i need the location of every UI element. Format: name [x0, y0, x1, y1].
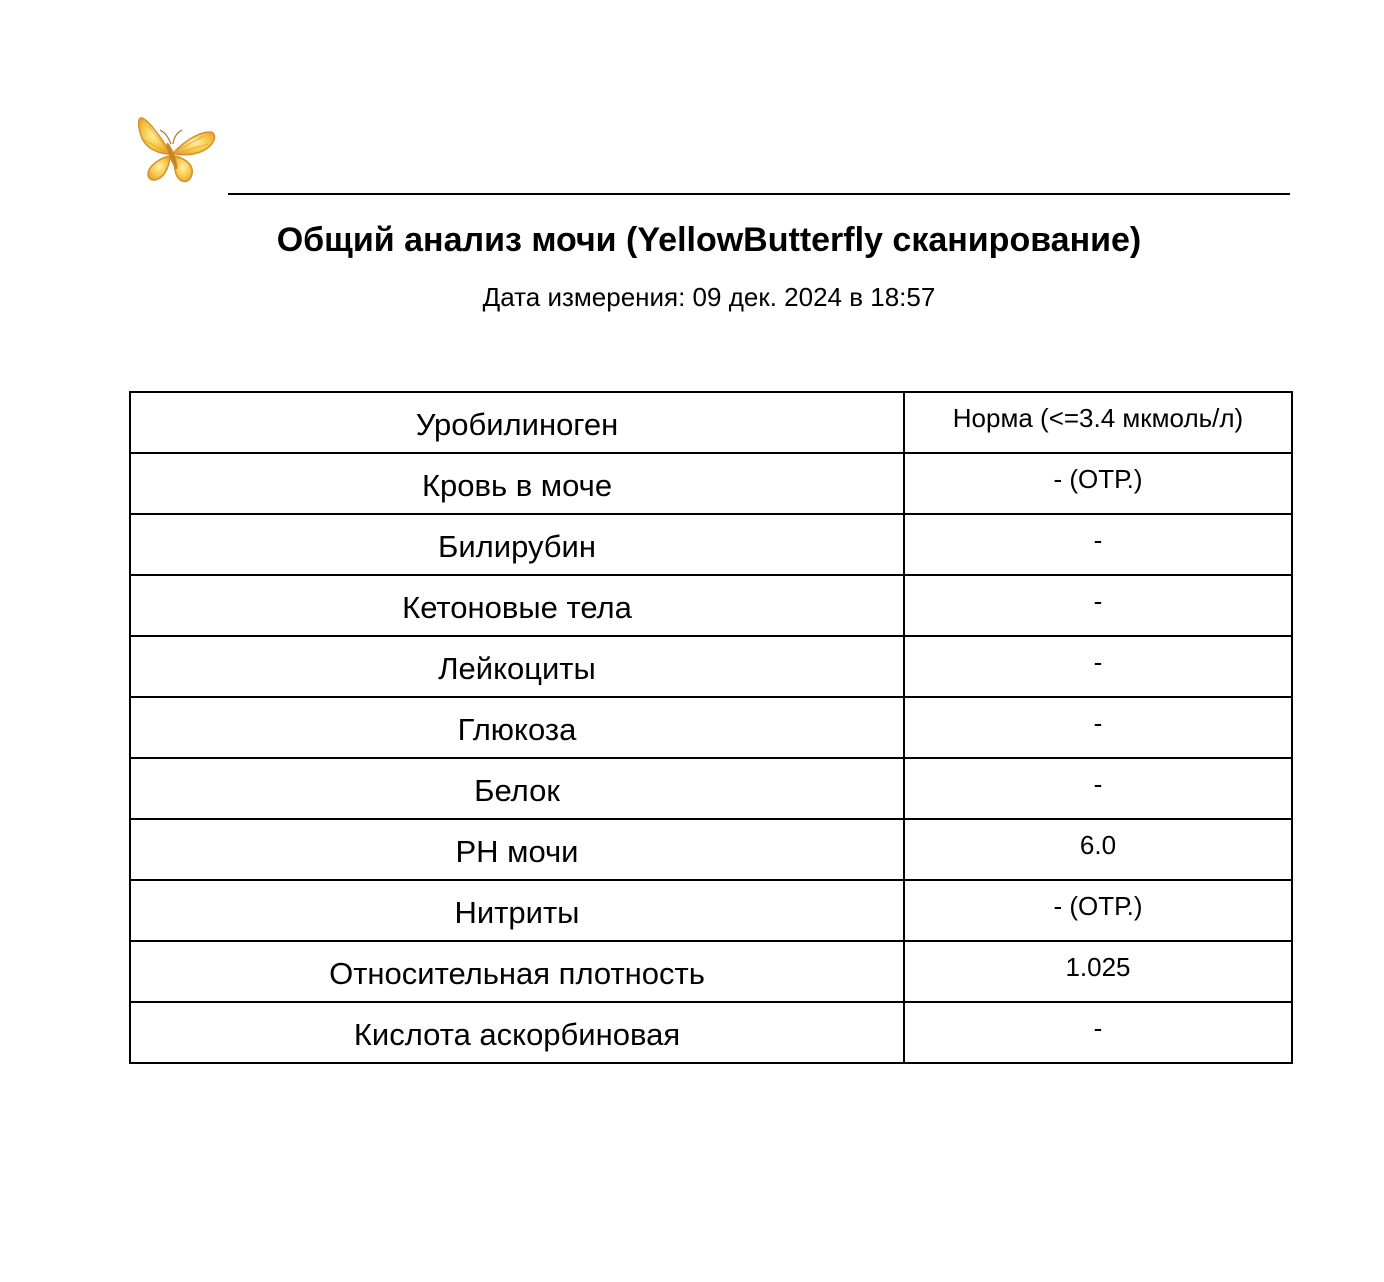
value-cell: 6.0	[904, 819, 1292, 880]
table-row	[130, 575, 1292, 636]
table-row	[130, 453, 1292, 514]
value-cell: -	[904, 514, 1292, 575]
header-divider	[228, 193, 1290, 195]
table-row	[130, 697, 1292, 758]
yellow-butterfly-icon	[134, 112, 218, 190]
parameter-cell: Кетоновые тела	[130, 575, 904, 636]
parameter-cell: Лейкоциты	[130, 636, 904, 697]
value-cell: -	[904, 575, 1292, 636]
value-cell: -	[904, 1002, 1292, 1063]
parameter-cell: Уробилиноген	[130, 392, 904, 453]
parameter-cell: Глюкоза	[130, 697, 904, 758]
value-cell: -	[904, 697, 1292, 758]
value-cell: -	[904, 636, 1292, 697]
value-cell: - (ОТР.)	[904, 880, 1292, 941]
measurement-date: Дата измерения: 09 дек. 2024 в 18:57	[482, 282, 936, 312]
value-cell: Норма (<=3.4 мкмоль/л)	[904, 392, 1292, 453]
table-row	[130, 880, 1292, 941]
table-row	[130, 514, 1292, 575]
results-table	[129, 391, 1293, 1064]
table-row	[130, 392, 1292, 453]
table-row	[130, 941, 1292, 1002]
parameter-cell: Билирубин	[130, 514, 904, 575]
table-row	[130, 819, 1292, 880]
table-row	[130, 1002, 1292, 1063]
parameter-cell: PH мочи	[130, 819, 904, 880]
parameter-cell: Кровь в моче	[130, 453, 904, 514]
page-title: Общий анализ мочи (YellowButterfly сканирование)	[276, 221, 1142, 259]
parameter-cell: Нитриты	[130, 880, 904, 941]
value-cell: -	[904, 758, 1292, 819]
value-cell: - (ОТР.)	[904, 453, 1292, 514]
parameter-cell: Белок	[130, 758, 904, 819]
table-row	[130, 758, 1292, 819]
parameter-cell: Кислота аскорбиновая	[130, 1002, 904, 1063]
value-cell: 1.025	[904, 941, 1292, 1002]
table-row	[130, 636, 1292, 697]
parameter-cell: Относительная плотность	[130, 941, 904, 1002]
